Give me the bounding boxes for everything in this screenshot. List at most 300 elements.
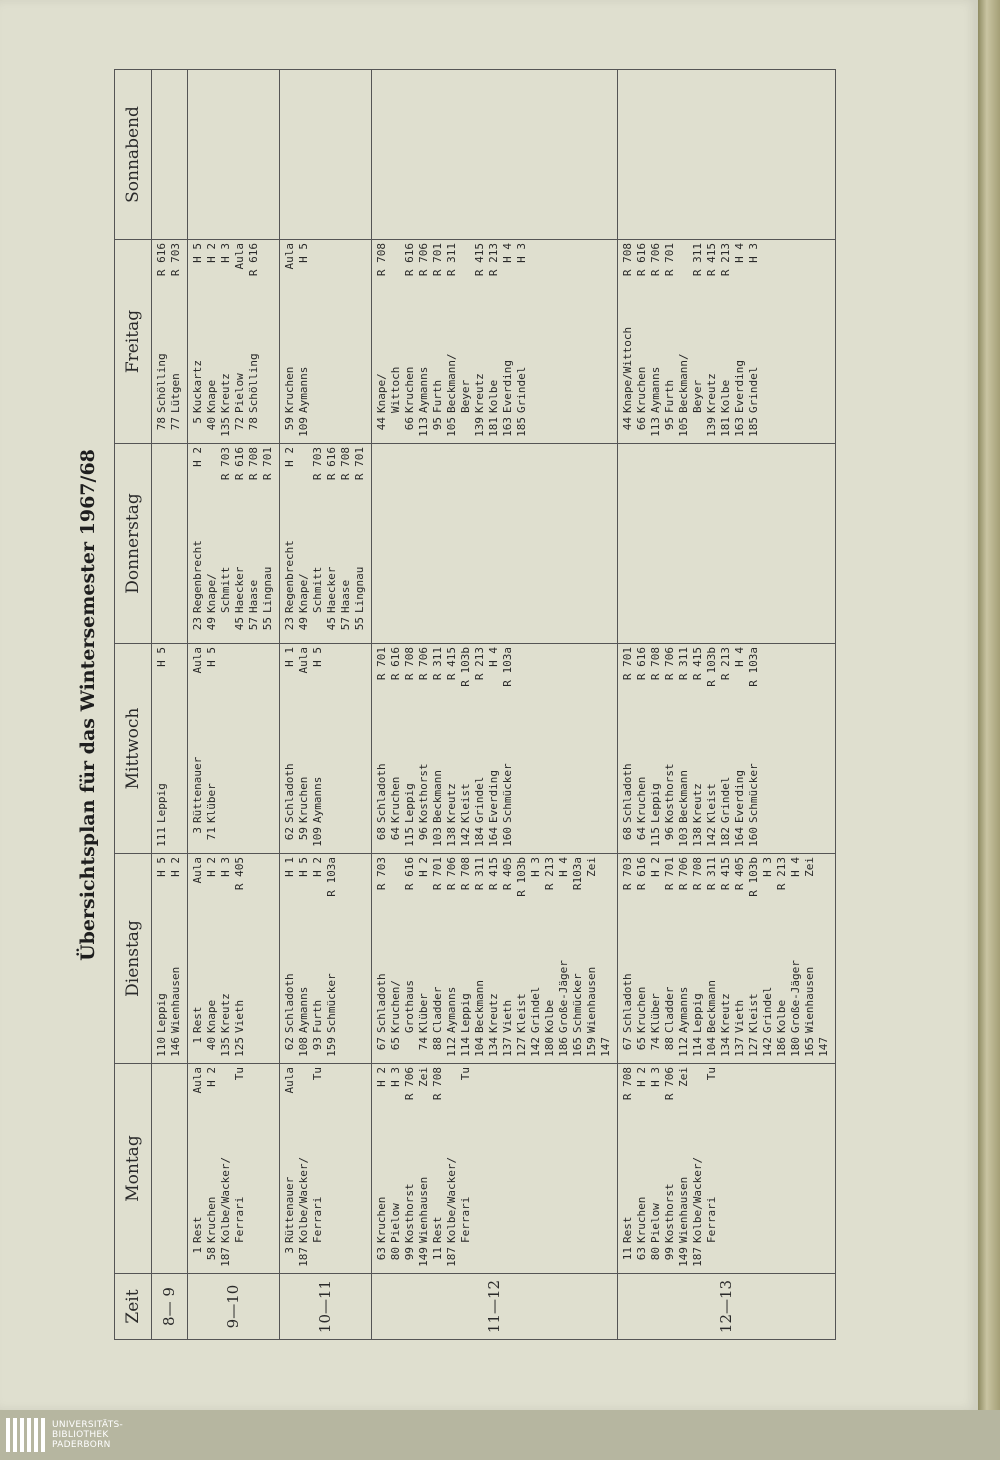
room: H 2 xyxy=(283,447,296,467)
course-entry xyxy=(233,854,247,1063)
room: R 616 xyxy=(635,857,648,891)
course-number: 64 xyxy=(389,827,402,841)
lecturer-name: Wittoch xyxy=(389,366,402,413)
room: R 415 xyxy=(445,647,458,681)
course-entry xyxy=(649,240,663,443)
course-number: 159 xyxy=(585,1037,598,1057)
room xyxy=(389,854,403,857)
course-entry xyxy=(353,444,367,643)
course-number: 137 xyxy=(733,1037,746,1057)
course-number: 45 xyxy=(325,617,338,631)
room: Aula xyxy=(297,647,310,674)
room: H 3 xyxy=(529,857,542,877)
room xyxy=(445,1064,459,1067)
lecturer-name: Kreutz xyxy=(219,373,232,413)
course-entry xyxy=(747,644,761,853)
lecturer-name: Everding xyxy=(487,770,500,823)
lecturer-name xyxy=(817,857,831,1033)
room: R 213 xyxy=(775,857,788,891)
lecturer-name: Pielow xyxy=(649,1203,662,1243)
room: H 1 xyxy=(283,857,296,877)
course-entry xyxy=(459,1064,473,1273)
course-number: 114 xyxy=(459,1037,472,1057)
course-number: 164 xyxy=(733,827,746,847)
lecturer-name: Rest xyxy=(191,1216,204,1243)
course-entry xyxy=(431,1064,445,1273)
header-row xyxy=(115,70,152,1340)
lecturer-name: Kruchen/ xyxy=(389,980,402,1033)
course-number: 95 xyxy=(431,417,444,431)
room xyxy=(599,854,613,857)
course-number: 187 xyxy=(219,1247,232,1267)
lecturer-name: Kolbe/Wacker/ xyxy=(219,1156,232,1243)
lecturer-name: Beyer xyxy=(691,379,704,413)
course-entry xyxy=(501,240,515,443)
lecturer-name: Vieth xyxy=(733,999,746,1033)
course-entry xyxy=(219,854,233,1063)
room: H 4 xyxy=(733,243,746,263)
course-number: 64 xyxy=(635,827,648,841)
cell-donnerstag xyxy=(372,444,618,644)
room: R 708 xyxy=(431,1067,444,1101)
room: H 4 xyxy=(733,647,746,667)
room: Tu xyxy=(459,1067,472,1081)
time-row xyxy=(152,70,188,1340)
lecturer-name: Schmücker xyxy=(325,973,338,1033)
course-number xyxy=(459,1243,473,1273)
lecturer-name: Schmücker xyxy=(501,763,514,823)
course-number: 165 xyxy=(571,1037,584,1057)
course-number: 3 xyxy=(283,1247,296,1254)
course-number: 88 xyxy=(431,1037,444,1051)
room: R 103a xyxy=(747,647,760,687)
course-number: 104 xyxy=(473,1037,486,1057)
lecturer-name: Grindel xyxy=(515,366,528,413)
room xyxy=(219,1064,233,1067)
course-entry xyxy=(311,1064,325,1273)
course-entry xyxy=(417,1064,431,1273)
room: H 2 xyxy=(191,447,204,467)
lecturer-name: Wienhausen xyxy=(803,966,816,1033)
lecturer-name: Kruchen xyxy=(283,366,296,413)
cell-mittwoch xyxy=(152,644,188,854)
room: H 4 xyxy=(487,647,500,667)
course-entry xyxy=(445,240,459,443)
rotated-timetable xyxy=(70,70,950,1340)
lecturer-name: Haase xyxy=(339,579,352,613)
course-number: 65 xyxy=(389,1037,402,1051)
course-number: 186 xyxy=(557,1037,570,1057)
room: R 708 xyxy=(649,647,662,681)
room: H 3 xyxy=(649,1067,662,1087)
lecturer-name: Knape xyxy=(205,379,218,413)
lecturer-name: Kleist xyxy=(747,993,760,1033)
cell-dienstag xyxy=(372,854,618,1064)
course-number: 139 xyxy=(705,417,718,437)
room: H 4 xyxy=(557,857,570,877)
course-entry xyxy=(705,644,719,853)
course-entry xyxy=(635,854,649,1063)
lecturer-name: Haecker xyxy=(233,566,246,613)
lecturer-name: Kleist xyxy=(705,783,718,823)
lecturer-name: Leppig xyxy=(691,993,704,1033)
course-number: 112 xyxy=(677,1037,690,1057)
course-number: 11 xyxy=(621,1247,634,1261)
course-number: 63 xyxy=(375,1247,388,1261)
room: Zei xyxy=(803,857,816,877)
course-number: 109 xyxy=(311,827,324,847)
lecturer-name: Aymanns xyxy=(297,366,310,413)
timetable xyxy=(114,69,836,1340)
lecturer-name: Beckmann/ xyxy=(445,353,458,413)
room: R 616 xyxy=(155,243,168,277)
course-number: 134 xyxy=(487,1037,500,1057)
cell-montag xyxy=(152,1064,188,1274)
lecturer-name: Pielow xyxy=(233,373,246,413)
lecturer-name: Schladoth xyxy=(283,763,296,823)
course-number: 80 xyxy=(389,1247,402,1261)
course-number: 108 xyxy=(297,1037,310,1057)
course-entry xyxy=(339,444,353,643)
course-entry xyxy=(375,644,389,853)
course-entry xyxy=(297,854,311,1063)
course-entry xyxy=(311,644,325,853)
lecturer-name: Ferrari xyxy=(459,1196,472,1243)
room: R 213 xyxy=(543,857,556,891)
lecturer-name: Kreutz xyxy=(691,783,704,823)
course-number: 74 xyxy=(417,1037,430,1051)
room xyxy=(817,854,831,857)
lecturer-name: Grindel xyxy=(473,776,486,823)
course-number: 23 xyxy=(283,617,296,631)
time-row xyxy=(372,70,618,1340)
course-number: 40 xyxy=(205,417,218,431)
course-entry xyxy=(205,854,219,1063)
lecturer-name: Furth xyxy=(431,379,444,413)
course-entry xyxy=(155,854,169,1063)
room: R 415 xyxy=(473,243,486,277)
lecturer-name: Wienhausen xyxy=(169,966,182,1033)
course-entry xyxy=(205,240,219,443)
room: Aula xyxy=(233,243,246,270)
course-number: 127 xyxy=(747,1037,760,1057)
course-entry xyxy=(747,240,761,443)
lecturer-name: Kleist xyxy=(459,783,472,823)
course-entry xyxy=(733,240,747,443)
course-entry xyxy=(445,854,459,1063)
course-number: 186 xyxy=(775,1037,788,1057)
course-number: 142 xyxy=(761,1037,774,1057)
lecturer-name: Leppig xyxy=(459,993,472,1033)
course-entry xyxy=(283,1064,297,1273)
course-entry xyxy=(621,1064,635,1273)
course-number xyxy=(233,1243,247,1273)
lecturer-name: Kruchen xyxy=(205,1196,218,1243)
room: R 703 xyxy=(375,857,388,891)
course-entry xyxy=(761,854,775,1063)
lecturer-name: Knape xyxy=(205,999,218,1033)
lecturer-name: Kreutz xyxy=(445,783,458,823)
course-number: 71 xyxy=(205,827,218,841)
lecturer-name: Kuckartz xyxy=(191,360,204,413)
room: R 701 xyxy=(375,647,388,681)
cell-sonnabend xyxy=(188,70,280,240)
course-number: 146 xyxy=(169,1037,182,1057)
lecturer-name: Grindel xyxy=(719,776,732,823)
cell-freitag xyxy=(372,240,618,444)
room: Aula xyxy=(283,1067,296,1094)
course-entry xyxy=(473,240,487,443)
room: R 708 xyxy=(621,243,634,277)
room: R 213 xyxy=(473,647,486,681)
course-number: 184 xyxy=(473,827,486,847)
course-number: 66 xyxy=(635,417,648,431)
lecturer-name: Knape/Wittoch xyxy=(621,326,634,413)
room: R 701 xyxy=(621,647,634,681)
course-number: 62 xyxy=(283,827,296,841)
course-number: 135 xyxy=(219,1037,232,1057)
course-entry xyxy=(191,1064,205,1273)
lecturer-name: Leppig xyxy=(155,783,168,823)
room: R 706 xyxy=(649,243,662,277)
course-entry xyxy=(191,444,205,643)
room: H 3 xyxy=(219,857,232,877)
lecturer-name: Kolbe/Wacker/ xyxy=(691,1156,704,1243)
lecturer-name: Regenbrecht xyxy=(283,540,296,613)
room: H 2 xyxy=(169,857,182,877)
room: R 213 xyxy=(719,647,732,681)
course-number: 113 xyxy=(417,417,430,437)
cell-freitag xyxy=(280,240,372,444)
room: R 405 xyxy=(233,857,246,891)
room: R 415 xyxy=(705,243,718,277)
course-number: 181 xyxy=(719,417,732,437)
lecturer-name: Große-Jäger xyxy=(557,960,570,1033)
course-number: 103 xyxy=(431,827,444,847)
lecturer-name: Kosthorst xyxy=(663,763,676,823)
room: R 103b xyxy=(515,857,528,897)
course-entry xyxy=(283,644,297,853)
course-entry xyxy=(635,240,649,443)
course-entry xyxy=(663,854,677,1063)
cell-montag xyxy=(188,1064,280,1274)
lecturer-name: Rüttenauer xyxy=(191,756,204,823)
course-entry xyxy=(529,854,543,1063)
lecturer-name: Everding xyxy=(733,360,746,413)
room: R 616 xyxy=(635,647,648,681)
course-entry xyxy=(599,854,613,1063)
course-entry xyxy=(417,854,431,1063)
room: R 311 xyxy=(473,857,486,891)
course-entry xyxy=(311,854,325,1063)
lecturer-name: Ferrari xyxy=(233,1196,246,1243)
room: H 2 xyxy=(205,857,218,877)
footer-bar xyxy=(0,1410,1000,1460)
course-entry xyxy=(635,644,649,853)
course-number: 109 xyxy=(297,417,310,437)
course-number: 5 xyxy=(191,417,204,424)
cell-mittwoch xyxy=(188,644,280,854)
course-entry xyxy=(191,644,205,853)
course-entry xyxy=(403,240,417,443)
room: H 2 xyxy=(205,243,218,263)
course-entry xyxy=(621,240,635,443)
course-number: 142 xyxy=(705,827,718,847)
lecturer-name: Kolbe/Wacker/ xyxy=(297,1156,310,1243)
lecturer-name: Furth xyxy=(663,379,676,413)
course-number xyxy=(311,1243,325,1273)
course-number: 182 xyxy=(719,827,732,847)
time-row xyxy=(188,70,280,1340)
cell-freitag xyxy=(152,240,188,444)
lecturer-name: Kosthorst xyxy=(403,1183,416,1243)
course-entry xyxy=(247,240,261,443)
header-freitag: Freitag xyxy=(115,240,152,444)
lecturer-name: Vieth xyxy=(501,999,514,1033)
course-entry xyxy=(635,1064,649,1273)
room: Tu xyxy=(705,1067,718,1081)
lecturer-name: Knape/ xyxy=(205,573,218,613)
cell-montag xyxy=(280,1064,372,1274)
room: H 2 xyxy=(649,857,662,877)
course-entry xyxy=(747,854,761,1063)
course-number: 112 xyxy=(445,1037,458,1057)
course-number: 138 xyxy=(445,827,458,847)
course-entry xyxy=(311,444,325,643)
header-sonnabend: Sonnabend xyxy=(115,70,152,240)
cell-montag xyxy=(618,1064,836,1274)
lecturer-name: Grindel xyxy=(761,986,774,1033)
course-entry xyxy=(459,644,473,853)
course-number: 57 xyxy=(339,617,352,631)
course-entry xyxy=(417,240,431,443)
course-number xyxy=(403,1033,417,1063)
lecturer-name: Kruchen xyxy=(635,986,648,1033)
cell-sonnabend xyxy=(618,70,836,240)
header-dienstag: Dienstag xyxy=(115,854,152,1064)
cell-montag xyxy=(372,1064,618,1274)
room: H 3 xyxy=(219,243,232,263)
cell-donnerstag xyxy=(618,444,836,644)
cell-freitag xyxy=(618,240,836,444)
course-number: 93 xyxy=(311,1037,324,1051)
course-entry xyxy=(205,1064,219,1273)
course-entry xyxy=(191,240,205,443)
room: R 415 xyxy=(719,857,732,891)
lecturer-name: Wienhausen xyxy=(585,966,598,1033)
course-number: 164 xyxy=(487,827,500,847)
room: R 701 xyxy=(663,857,676,891)
course-number: 165 xyxy=(803,1037,816,1057)
course-number: 96 xyxy=(417,827,430,841)
lecturer-name: Lingnau xyxy=(261,566,274,613)
room xyxy=(297,1064,311,1067)
lecturer-name: Lingnau xyxy=(353,566,366,613)
course-number: 114 xyxy=(691,1037,704,1057)
course-entry xyxy=(663,240,677,443)
room: R 706 xyxy=(403,1067,416,1101)
course-number: 105 xyxy=(677,417,690,437)
course-number: 104 xyxy=(705,1037,718,1057)
cell-sonnabend xyxy=(280,70,372,240)
room: Aula xyxy=(283,243,296,270)
room: H 2 xyxy=(205,1067,218,1087)
room: Zei xyxy=(585,857,598,877)
cell-mittwoch xyxy=(618,644,836,854)
lecturer-name: Rüttenauer xyxy=(283,1176,296,1243)
course-number xyxy=(219,613,233,643)
cell-mittwoch xyxy=(372,644,618,854)
room: R 616 xyxy=(635,243,648,277)
course-number: 187 xyxy=(297,1247,310,1267)
lecturer-name: Kleist xyxy=(515,993,528,1033)
course-number: 139 xyxy=(473,417,486,437)
course-number: 147 xyxy=(817,1037,830,1057)
course-number: 3 xyxy=(191,827,204,834)
course-number: 59 xyxy=(283,417,296,431)
course-entry xyxy=(677,644,691,853)
course-number: 115 xyxy=(649,827,662,847)
course-number: 58 xyxy=(205,1247,218,1261)
room: R 311 xyxy=(431,647,444,681)
course-entry xyxy=(473,854,487,1063)
course-number: 66 xyxy=(403,417,416,431)
course-number: 62 xyxy=(283,1037,296,1051)
course-number: 95 xyxy=(663,417,676,431)
lecturer-name: Ferrari xyxy=(705,1196,718,1243)
lecturer-name: Schmücker xyxy=(571,973,584,1033)
lecturer-name: Regenbrecht xyxy=(191,540,204,613)
course-entry xyxy=(375,1064,389,1273)
course-number: 99 xyxy=(663,1247,676,1261)
course-number: 11 xyxy=(431,1247,444,1261)
room: R 213 xyxy=(719,243,732,277)
room: H 2 xyxy=(635,1067,648,1087)
course-number: 23 xyxy=(191,617,204,631)
room: R 311 xyxy=(445,243,458,277)
lecturer-name: Everding xyxy=(733,770,746,823)
lecturer-name: Rest xyxy=(431,1216,444,1243)
room: R 703 xyxy=(169,243,182,277)
course-number: 57 xyxy=(247,617,260,631)
course-number: 40 xyxy=(205,1037,218,1051)
course-entry xyxy=(219,1064,233,1273)
lecturer-name: Kreutz xyxy=(473,373,486,413)
lecturer-name: Schölling xyxy=(155,353,168,413)
room: R 415 xyxy=(487,857,500,891)
cell-mittwoch xyxy=(280,644,372,854)
lecturer-name: Aymanns xyxy=(677,986,690,1033)
course-entry xyxy=(621,854,635,1063)
course-entry xyxy=(691,240,705,443)
room: R 103b xyxy=(459,647,472,687)
course-entry xyxy=(649,644,663,853)
course-number: 77 xyxy=(169,417,182,431)
course-entry xyxy=(515,854,529,1063)
course-entry xyxy=(705,1064,719,1273)
course-number: 49 xyxy=(297,617,310,631)
header-donnerstag: Donnerstag xyxy=(115,444,152,644)
course-number: 160 xyxy=(747,827,760,847)
library-line-1: UNIVERSITÄTS- xyxy=(52,1420,124,1430)
room: R 706 xyxy=(663,647,676,681)
course-entry xyxy=(487,240,501,443)
lecturer-name: Knape/ xyxy=(375,373,388,413)
course-number: 180 xyxy=(789,1037,802,1057)
course-entry xyxy=(431,854,445,1063)
lecturer-name: Vieth xyxy=(233,999,246,1033)
room: H 3 xyxy=(389,1067,402,1087)
